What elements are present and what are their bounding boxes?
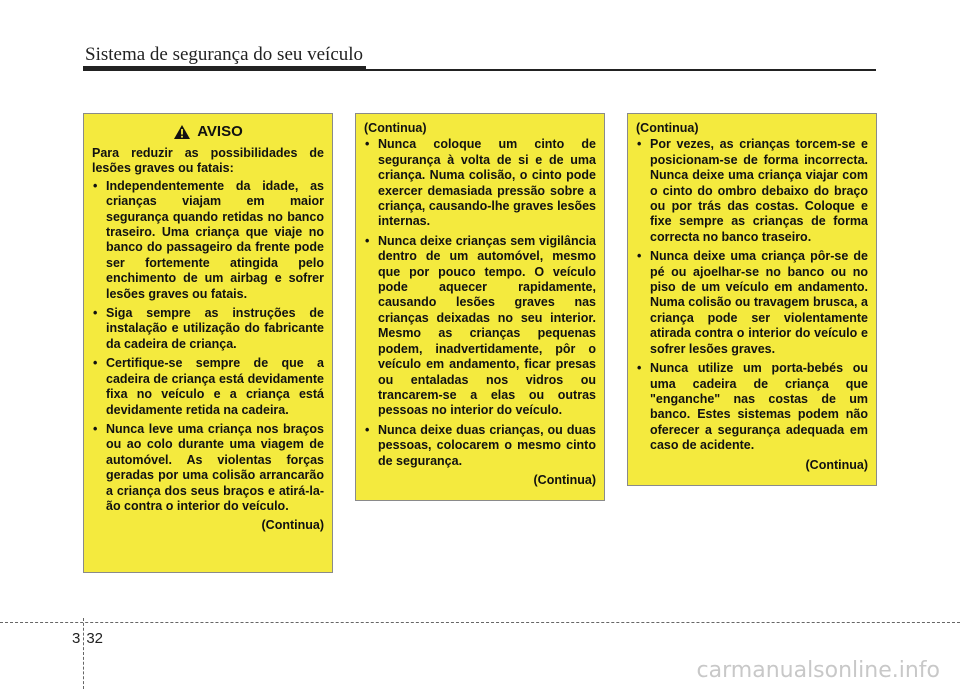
list-item: • Nunca deixe crianças sem vigilância dentro de um automóvel, mesmo que por pouco tempo. O veículo pode aquecer rapidamente, causando lesões graves nas crianças deixadas no seu interior. Mesmo as crianças pequenas podem, inadvertidamente, pôr o veículo em andamento, ficar presas ou entaladas nos vidros ou trancarem-se a elas ou outras pessoas no interior do veículo.: [364, 234, 596, 419]
page-number: [72, 630, 103, 647]
list-item: • Por vezes, as crianças torcem-se e posicionam-se de forma incorrecta. Nunca deixe uma criança viajar com o cinto do ombro debaixo do braço ou por trás das costas. Coloque e fixe sempre as crianças de forma correcta no banco traseiro.: [636, 137, 868, 245]
warning-heading: [92, 124, 324, 140]
continued-top-label: (Continua): [636, 121, 699, 135]
continued-label: (Continua): [261, 518, 324, 533]
warning-box-continued-1: [355, 113, 605, 501]
warning-list: [364, 137, 596, 469]
warning-box: [83, 113, 333, 573]
warning-box-continued-2: [627, 113, 877, 486]
page-header-title: Sistema de segurança do seu veículo: [85, 44, 364, 65]
warning-list: [92, 179, 324, 515]
warning-list: [636, 137, 868, 453]
list-item: • Nunca deixe uma criança pôr-se de pé ou ajoelhar-se no banco ou no piso de um veículo em andamento. Numa colisão ou travagem brusca, a criança pode ser violentamente atirada contra o interior do veículo e sofrer lesões graves.: [636, 249, 868, 357]
warning-triangle-icon: [173, 124, 191, 140]
header-rule-thick: [83, 66, 366, 71]
warning-label: AVISO: [197, 123, 243, 141]
list-item: • Nunca coloque um cinto de segurança à volta de si e de uma criança. Numa colisão, o cinto pode exercer demasiada pressão sobre a criança, causando-lhe graves lesões internas.: [364, 137, 596, 229]
continued-label: (Continua): [533, 472, 596, 487]
section-number: 3: [72, 630, 81, 647]
list-item: • Independentemente da idade, as crianças viajam em maior segurança quando retidas no banco traseiro. Uma criança que viaje no banco do passageiro da frente pode ser fortemente atingida pelo enchimento de um airbag e sofrer lesões graves ou fatais.: [92, 179, 324, 302]
watermark: carmanualsonline.info: [696, 658, 940, 683]
footer-divider-horizontal: [0, 622, 960, 623]
page-number-value: 32: [86, 630, 104, 647]
list-item: • Nunca utilize um porta-bebés ou uma cadeira de criança que "enganche" nas costas de um banco. Estes sistemas podem não oferecer a segurança adequada em caso de acidente.: [636, 361, 868, 453]
list-item: • Certifique-se sempre de que a cadeira de criança está devidamente fixa no veículo e a criança está devidamente retida na cadeira.: [92, 356, 324, 418]
list-item: • Nunca deixe duas crianças, ou duas pessoas, colocarem o mesmo cinto de segurança.: [364, 423, 596, 469]
continued-label: (Continua): [805, 457, 868, 472]
list-item: • Nunca leve uma criança nos braços ou ao colo durante uma viagem de automóvel. As violentas forças geradas por uma colisão arrancarão a criança dos seus braços e atirá-la-ão contra o interior do veículo.: [92, 422, 324, 514]
list-item: • Siga sempre as instruções de instalação e utilização do fabricante da cadeira de criança.: [92, 306, 324, 352]
header-rule-thin: [366, 69, 876, 71]
warning-intro: Para reduzir as possibilidades de lesões graves ou fatais:: [92, 146, 324, 176]
continued-top-label: (Continua): [364, 121, 427, 135]
footer-divider-vertical: [83, 618, 84, 689]
